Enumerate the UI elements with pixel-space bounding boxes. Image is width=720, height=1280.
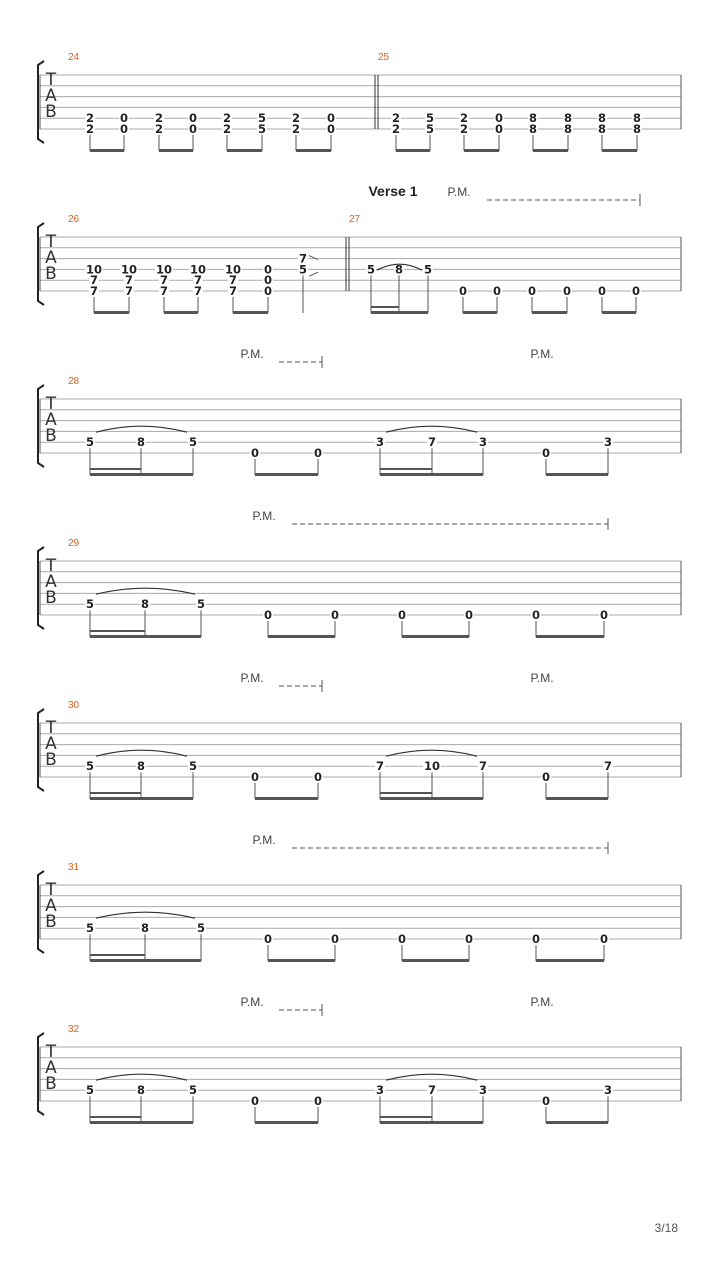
fret-number: 3 xyxy=(478,435,488,450)
fret-number: 5 xyxy=(366,262,376,277)
tab-clef-letter: A xyxy=(45,1058,57,1078)
note-beam-secondary xyxy=(371,306,399,308)
system-bracket xyxy=(38,709,44,791)
fret-number: 7 xyxy=(375,759,385,774)
fret-number: 5 xyxy=(188,1083,198,1098)
fret-number: 0 xyxy=(119,122,129,136)
note-beam xyxy=(532,311,567,314)
fret-number: 5 xyxy=(257,111,267,126)
palm-mute-label: P.M. xyxy=(240,671,264,685)
tab-clef-letter: T xyxy=(45,70,57,90)
fret-number: 2 xyxy=(154,111,164,126)
tab-clef-letter: B xyxy=(45,102,57,122)
note-beam xyxy=(233,311,268,314)
fret-number: 0 xyxy=(464,932,474,946)
fret-number: 0 xyxy=(492,284,502,298)
note-beam xyxy=(90,797,193,800)
section-label: Verse 1 xyxy=(368,183,418,199)
fret-number: 10 xyxy=(120,262,138,277)
system-bracket xyxy=(38,61,44,143)
fret-number: 7 xyxy=(228,284,238,298)
fret-number: 0 xyxy=(263,262,273,277)
fret-number: 0 xyxy=(326,111,336,126)
fret-number: 0 xyxy=(494,122,504,136)
note-beam xyxy=(90,959,201,962)
fret-number: 5 xyxy=(425,111,435,126)
tab-clef-letter: T xyxy=(45,232,57,252)
note-beam xyxy=(463,311,497,314)
tab-clef-letter: T xyxy=(45,718,57,738)
note-beam-secondary xyxy=(90,792,141,794)
fret-number: 5 xyxy=(425,122,435,136)
note-beam xyxy=(402,959,469,962)
system-bracket xyxy=(38,871,44,953)
fret-number: 8 xyxy=(632,122,642,136)
fret-number: 10 xyxy=(155,262,173,277)
note-beam xyxy=(255,1121,318,1124)
fret-number: 7 xyxy=(159,284,169,298)
note-beam-secondary xyxy=(380,792,432,794)
fret-number: 0 xyxy=(313,1094,323,1108)
fret-number: 0 xyxy=(599,608,609,622)
note-beam-secondary xyxy=(90,1116,141,1118)
fret-number: 5 xyxy=(196,921,206,936)
system-bracket xyxy=(38,547,44,629)
palm-mute-label: P.M. xyxy=(240,995,264,1009)
fret-number: 5 xyxy=(257,122,267,136)
fret-number: 0 xyxy=(531,608,541,622)
tab-clef-letter: B xyxy=(45,1074,57,1094)
fret-number: 3 xyxy=(603,1083,613,1098)
note-beam xyxy=(546,473,608,476)
system-bracket xyxy=(38,223,44,305)
fret-number: 2 xyxy=(391,122,401,136)
measure-number: 31 xyxy=(68,862,80,873)
tab-clef-letter: B xyxy=(45,264,57,284)
fret-number: 0 xyxy=(397,932,407,946)
note-beam-secondary xyxy=(90,954,145,956)
fret-number: 10 xyxy=(189,262,207,277)
palm-mute-label: P.M. xyxy=(530,671,554,685)
tab-clef-letter: A xyxy=(45,86,57,106)
palm-mute-label: P.M. xyxy=(530,995,554,1009)
fret-number: 8 xyxy=(597,122,607,136)
measure-number: 29 xyxy=(68,538,80,549)
note-beam-secondary xyxy=(380,468,432,470)
palm-mute-label: P.M. xyxy=(530,347,554,361)
fret-number: 8 xyxy=(597,111,607,126)
note-beam xyxy=(464,149,499,152)
fret-number: 2 xyxy=(459,111,469,126)
tab-system-5 xyxy=(38,680,681,800)
system-bracket xyxy=(38,1033,44,1115)
fret-number: 8 xyxy=(528,111,538,126)
fret-number: 5 xyxy=(188,759,198,774)
fret-number: 0 xyxy=(326,122,336,136)
fret-number: 0 xyxy=(330,608,340,622)
tab-clef-letter: T xyxy=(45,394,57,414)
fret-number: 7 xyxy=(427,1083,437,1098)
palm-mute-label: P.M. xyxy=(447,185,471,199)
fret-number: 5 xyxy=(85,597,95,612)
fret-number: 8 xyxy=(140,921,150,936)
fret-number: 0 xyxy=(250,770,260,784)
fret-number: 8 xyxy=(136,759,146,774)
fret-number: 0 xyxy=(397,608,407,622)
fret-number: 3 xyxy=(375,435,385,450)
fret-number: 0 xyxy=(250,446,260,460)
fret-number: 2 xyxy=(291,111,301,126)
fret-number: 0 xyxy=(541,770,551,784)
fret-number: 0 xyxy=(464,608,474,622)
fret-number: 0 xyxy=(250,1094,260,1108)
fret-number: 0 xyxy=(119,111,129,126)
fret-number: 5 xyxy=(85,1083,95,1098)
fret-number: 5 xyxy=(85,921,95,936)
measure-number: 32 xyxy=(68,1024,80,1035)
fret-number: 0 xyxy=(330,932,340,946)
fret-number: 8 xyxy=(140,597,150,612)
measure-number: 28 xyxy=(68,376,80,387)
tab-clef-letter: B xyxy=(45,750,57,770)
palm-mute-label: P.M. xyxy=(240,347,264,361)
note-beam xyxy=(255,797,318,800)
note-beam xyxy=(371,311,428,314)
fret-number: 7 xyxy=(159,273,169,288)
tab-clef-letter: B xyxy=(45,588,57,608)
fret-number: 5 xyxy=(188,435,198,450)
note-beam xyxy=(90,473,193,476)
fret-number: 0 xyxy=(313,770,323,784)
note-beam-secondary xyxy=(90,468,141,470)
fret-number: 2 xyxy=(85,111,95,126)
fret-number: 0 xyxy=(631,284,641,298)
tab-system-3 xyxy=(38,356,681,476)
fret-number: 0 xyxy=(599,932,609,946)
note-beam xyxy=(536,959,604,962)
tab-system-4 xyxy=(38,518,681,638)
tab-clef-letter: A xyxy=(45,410,57,430)
note-beam xyxy=(90,635,201,638)
fret-number: 0 xyxy=(527,284,537,298)
note-beam-secondary xyxy=(380,1116,432,1118)
note-beam xyxy=(268,635,335,638)
tab-clef-letter: A xyxy=(45,248,57,268)
fret-number: 5 xyxy=(298,262,308,277)
note-beam xyxy=(159,149,193,152)
fret-number: 2 xyxy=(154,122,164,136)
fret-number: 7 xyxy=(427,435,437,450)
fret-number: 2 xyxy=(85,122,95,136)
note-beam xyxy=(602,149,637,152)
fret-number: 7 xyxy=(193,273,203,288)
note-beam xyxy=(396,149,430,152)
fret-number: 0 xyxy=(263,284,273,298)
measure-number: 30 xyxy=(68,700,80,711)
system-bracket xyxy=(38,385,44,467)
tab-clef-letter: T xyxy=(45,880,57,900)
tab-system-2 xyxy=(38,194,681,314)
fret-number: 0 xyxy=(597,284,607,298)
note-beam xyxy=(402,635,469,638)
note-beam xyxy=(546,1121,608,1124)
measure-number: 24 xyxy=(68,52,80,63)
fret-number: 7 xyxy=(298,251,308,266)
note-beam-secondary xyxy=(90,630,145,632)
fret-number: 0 xyxy=(263,608,273,622)
measure-number: 26 xyxy=(68,214,80,225)
note-beam xyxy=(164,311,198,314)
fret-number: 0 xyxy=(188,111,198,126)
fret-number: 8 xyxy=(528,122,538,136)
fret-number: 5 xyxy=(85,759,95,774)
fret-number: 2 xyxy=(222,111,232,126)
fret-number: 8 xyxy=(563,122,573,136)
tab-clef-letter: A xyxy=(45,572,57,592)
fret-number: 8 xyxy=(136,435,146,450)
fret-number: 0 xyxy=(494,111,504,126)
fret-number: 0 xyxy=(541,446,551,460)
note-beam xyxy=(94,311,129,314)
fret-number: 0 xyxy=(458,284,468,298)
fret-number: 2 xyxy=(291,122,301,136)
fret-number: 0 xyxy=(263,273,273,288)
fret-number: 8 xyxy=(563,111,573,126)
tab-clef-letter: B xyxy=(45,426,57,446)
fret-number: 8 xyxy=(136,1083,146,1098)
fret-number: 0 xyxy=(188,122,198,136)
fret-number: 5 xyxy=(85,435,95,450)
note-beam xyxy=(546,797,608,800)
palm-mute-label: P.M. xyxy=(252,833,276,847)
tab-clef-letter: A xyxy=(45,896,57,916)
tab-clef-letter: T xyxy=(45,556,57,576)
measure-number: 25 xyxy=(378,52,390,63)
page-number: 3/18 xyxy=(654,1221,678,1235)
note-beam xyxy=(380,473,483,476)
note-beam xyxy=(227,149,262,152)
fret-number: 7 xyxy=(228,273,238,288)
fret-number: 7 xyxy=(89,273,99,288)
note-beam xyxy=(380,797,483,800)
fret-number: 0 xyxy=(263,932,273,946)
note-beam xyxy=(536,635,604,638)
fret-number: 2 xyxy=(222,122,232,136)
tab-clef-letter: T xyxy=(45,1042,57,1062)
tab-system-6 xyxy=(38,842,681,962)
note-beam xyxy=(268,959,335,962)
fret-number: 2 xyxy=(391,111,401,126)
tab-system-1 xyxy=(38,61,681,152)
fret-number: 3 xyxy=(603,435,613,450)
fret-number: 7 xyxy=(603,759,613,774)
fret-number: 10 xyxy=(85,262,103,277)
fret-number: 0 xyxy=(562,284,572,298)
fret-number: 5 xyxy=(423,262,433,277)
fret-number: 8 xyxy=(394,262,404,277)
tab-clef-letter: A xyxy=(45,734,57,754)
note-beam xyxy=(90,1121,193,1124)
note-beam xyxy=(255,473,318,476)
fret-number: 2 xyxy=(459,122,469,136)
measure-number: 27 xyxy=(349,214,361,225)
fret-number: 8 xyxy=(632,111,642,126)
palm-mute-label: P.M. xyxy=(252,509,276,523)
fret-number: 10 xyxy=(224,262,242,277)
fret-number: 7 xyxy=(193,284,203,298)
fret-number: 7 xyxy=(124,284,134,298)
note-beam xyxy=(90,149,124,152)
tab-clef-letter: B xyxy=(45,912,57,932)
tab-system-7 xyxy=(38,1004,681,1124)
fret-number: 7 xyxy=(89,284,99,298)
note-beam xyxy=(380,1121,483,1124)
note-beam xyxy=(296,149,331,152)
note-beam xyxy=(533,149,568,152)
fret-number: 7 xyxy=(478,759,488,774)
slide-mark xyxy=(309,272,318,276)
fret-number: 3 xyxy=(478,1083,488,1098)
fret-number: 5 xyxy=(196,597,206,612)
note-beam xyxy=(602,311,636,314)
fret-number: 7 xyxy=(124,273,134,288)
fret-number: 10 xyxy=(423,759,441,774)
fret-number: 3 xyxy=(375,1083,385,1098)
fret-number: 0 xyxy=(541,1094,551,1108)
fret-number: 0 xyxy=(313,446,323,460)
fret-number: 0 xyxy=(531,932,541,946)
